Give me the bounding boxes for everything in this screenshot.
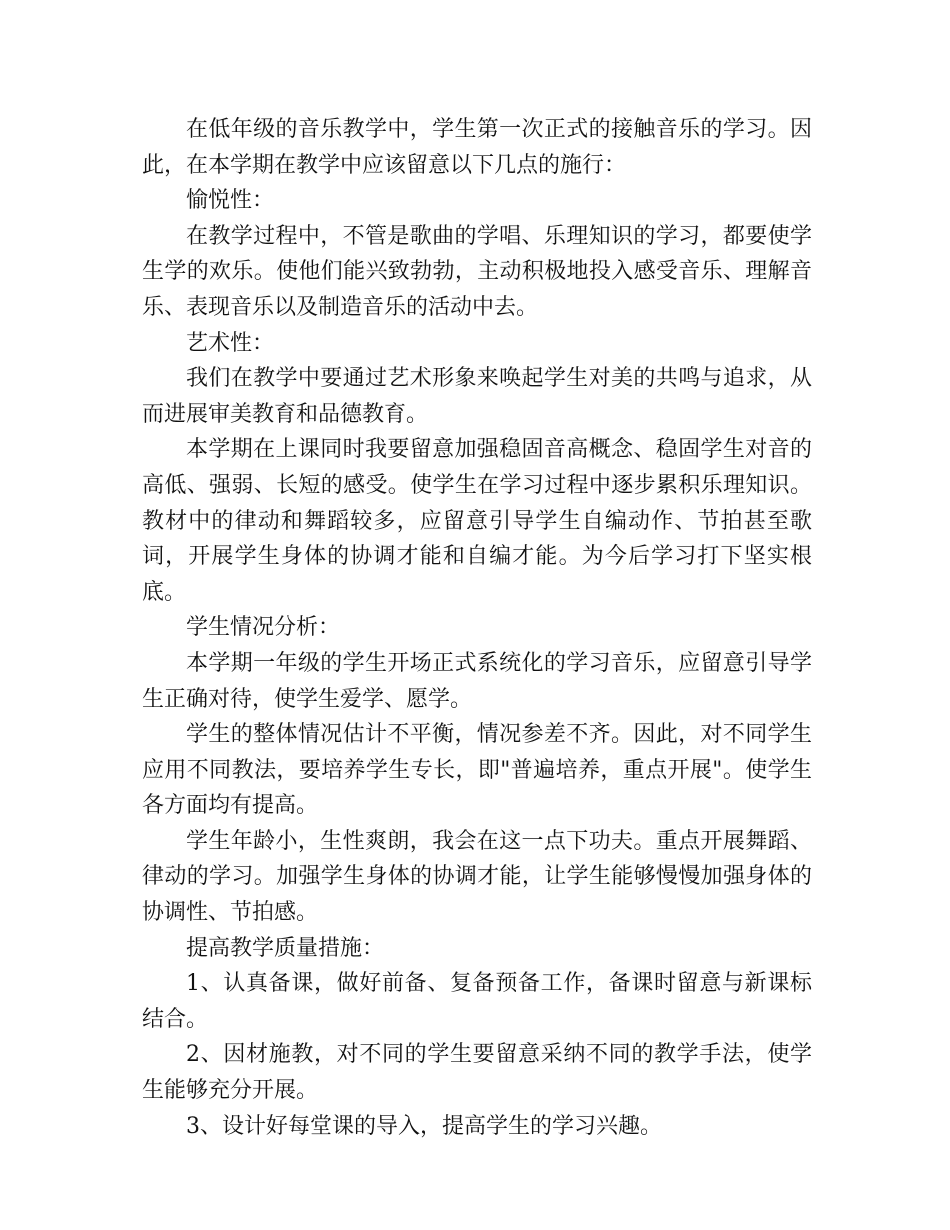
intro-paragraph: 在低年级的音乐教学中，学生第一次正式的接触音乐的学习。因此，在本学期在教学中应该留意以下几点的施行：	[142, 117, 812, 178]
heading-artistry: 艺术性：	[186, 330, 275, 356]
measure-item-2: 2、因材施教，对不同的学生要留意采纳不同的教学手法，使学生能够充分开展。	[142, 1042, 812, 1104]
pleasure-paragraph: 在教学过程中，不管是歌曲的学唱、乐理知识的学习，都要使学生学的欢乐。使他们能兴致勃勃，主动积极地投入感受音乐、理解音乐、表现音乐以及制造音乐的活动中去。	[142, 223, 812, 320]
measure-item-3: 3、设计好每堂课的导入，提高学生的学习兴趣。	[186, 1113, 662, 1139]
student-analysis-paragraph-2: 学生的整体情况估计不平衡，情况参差不齐。因此，对不同学生应用不同教法，要培养学生专长，即"普遍培养，重点开展"。使学生各方面均有提高。	[142, 722, 812, 819]
student-analysis-paragraph-1: 本学期一年级的学生开场正式系统化的学习音乐，应留意引导学生正确对待，使学生爱学、愿学。	[142, 650, 812, 712]
measure-item-1: 1、认真备课，做好前备、复备预备工作，备课时留意与新课标结合。	[142, 971, 812, 1032]
artistry-paragraph: 我们在教学中要通过艺术形象来唤起学生对美的共鸣与追求，从而进展审美教育和品德教育。	[142, 366, 812, 427]
document-body	[142, 112, 812, 1144]
semester-plan-paragraph: 本学期在上课同时我要留意加强稳固音高概念、稳固学生对音的高低、强弱、长短的感受。使学生在学习过程中逐步累积乐理知识。教材中的律动和舞蹈较多，应留意引导学生自编动作、节拍甚至歌词，开展学生身体的协调才能和自编才能。为今后学习打下坚实根底。	[142, 437, 812, 605]
heading-pleasure: 愉悦性：	[186, 188, 275, 214]
heading-student-analysis: 学生情况分析：	[186, 615, 341, 641]
heading-quality-measures: 提高教学质量措施：	[186, 935, 385, 961]
student-analysis-paragraph-3: 学生年龄小，生性爽朗，我会在这一点下功夫。重点开展舞蹈、律动的学习。加强学生身体的协调才能，让学生能够慢慢加强身体的协调性、节拍感。	[142, 828, 812, 926]
